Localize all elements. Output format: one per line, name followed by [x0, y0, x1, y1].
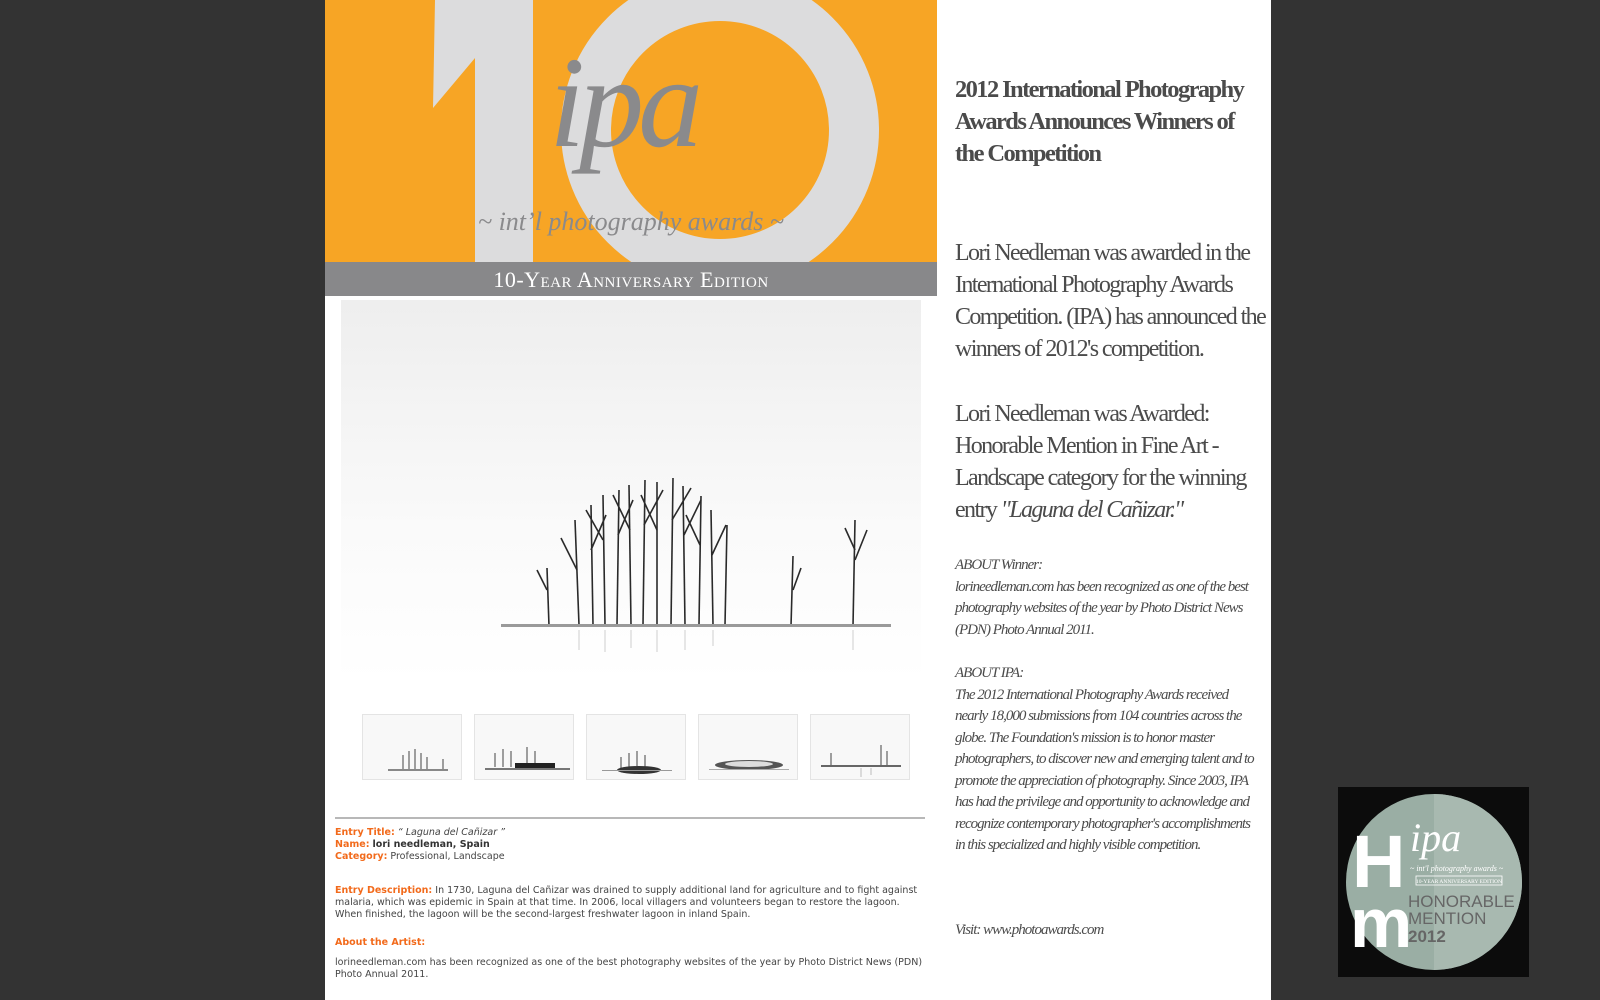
thumbnail[interactable] [810, 714, 910, 780]
entry-name: "Laguna del Cañizar." [1000, 497, 1183, 523]
about-winner-text: lorineedleman.com has been recognized as one of the best photography websites of the year by Photo District News (PDN) Photo Annual 2011. [955, 578, 1248, 638]
thumbnail[interactable] [362, 714, 462, 780]
banner-tagline: ~ int’l photography awards ~ [478, 207, 784, 236]
headline: 2012 International Photography Awards Announces Winners of the Competition [955, 76, 1244, 167]
about-artist-text: lorineedleman.com has been recognized as one of the best photography websites of the year by Photo District News (PDN) Photo Annual 2011. [335, 957, 923, 980]
award-paragraph: Lori Needleman was awarded in the International Photography Awards Competition. (IPA) has announced the winners of 2012's competition. [955, 240, 1266, 362]
entry-title-label: Entry Title: [335, 827, 395, 838]
about-ipa-heading: ABOUT IPA: [955, 665, 1024, 681]
entry-category-label: Category: [335, 851, 388, 862]
badge-honorable: HONORABLE [1408, 892, 1515, 911]
ipa-logo: ipa [549, 31, 698, 175]
entry-name-value: lori needleman, Spain [372, 839, 490, 850]
badge-mention: MENTION [1408, 909, 1487, 928]
entry-details [335, 827, 927, 863]
thumbnail-strip [362, 714, 912, 780]
badge-m-letter: m [1350, 884, 1413, 962]
thumbnail[interactable] [698, 714, 798, 780]
badge-h-letter: H [1352, 820, 1406, 903]
honorable-mention-paragraph: Lori Needleman was Awarded: Honorable Mention in Fine Art - Landscape category for the winning entry "Laguna del Cañizar." [955, 401, 1246, 523]
about-winner [955, 555, 1257, 641]
badge-edition: 10-YEAR ANNIVERSARY EDITION [1416, 879, 1502, 885]
about-winner-heading: ABOUT Winner: [955, 557, 1043, 573]
divider [335, 817, 925, 819]
about-ipa-text: The 2012 International Photography Awards received nearly 18,000 submissions from 104 countries across the globe. The Foundation's mission is to honor master photographers, to discover new and emerging talent and to promote the appreciation of photography. Since 2003, IPA has had the privilege and opportunity to acknowledge and recognize contemporary photographer's accomplishments in this specialized and highly visible competition. [955, 686, 1254, 853]
honorable-mention-badge [1338, 787, 1529, 977]
visit-link[interactable]: Visit: www.photoawards.com [955, 922, 1104, 938]
entry-description [335, 885, 927, 921]
badge-seal [1338, 787, 1529, 977]
entry-category-value: Professional, Landscape [390, 851, 505, 862]
thumbnail[interactable] [474, 714, 574, 780]
about-ipa [955, 663, 1257, 857]
badge-year: 2012 [1408, 927, 1446, 946]
article-page [325, 0, 1271, 1000]
entry-name-label: Name: [335, 839, 370, 850]
edition-bar: 10-Year Anniversary Edition [325, 262, 937, 296]
badge-ipa-logo: ipa [1410, 815, 1462, 860]
about-artist-label: About the Artist: [335, 937, 426, 948]
entry-description-text: In 1730, Laguna del Cañizar was drained to supply additional land for agriculture and to fight against malaria, which was epidemic in Spain at that time. In 2006, local villagers and volunteers began to restore the lagoon. When finished, the lagoon will be the second-largest freshwater lagoon in inland Spain. [335, 885, 918, 920]
ipa-banner [325, 0, 937, 262]
thumbnail[interactable] [586, 714, 686, 780]
badge-tagline: ~ int'l photography awards ~ [1410, 864, 1504, 873]
winter-trees-image [341, 300, 921, 682]
entry-description-label: Entry Description: [335, 885, 433, 896]
entry-title-value: “ Laguna del Cañizar ” [397, 827, 506, 838]
entry-photo[interactable] [341, 300, 921, 682]
